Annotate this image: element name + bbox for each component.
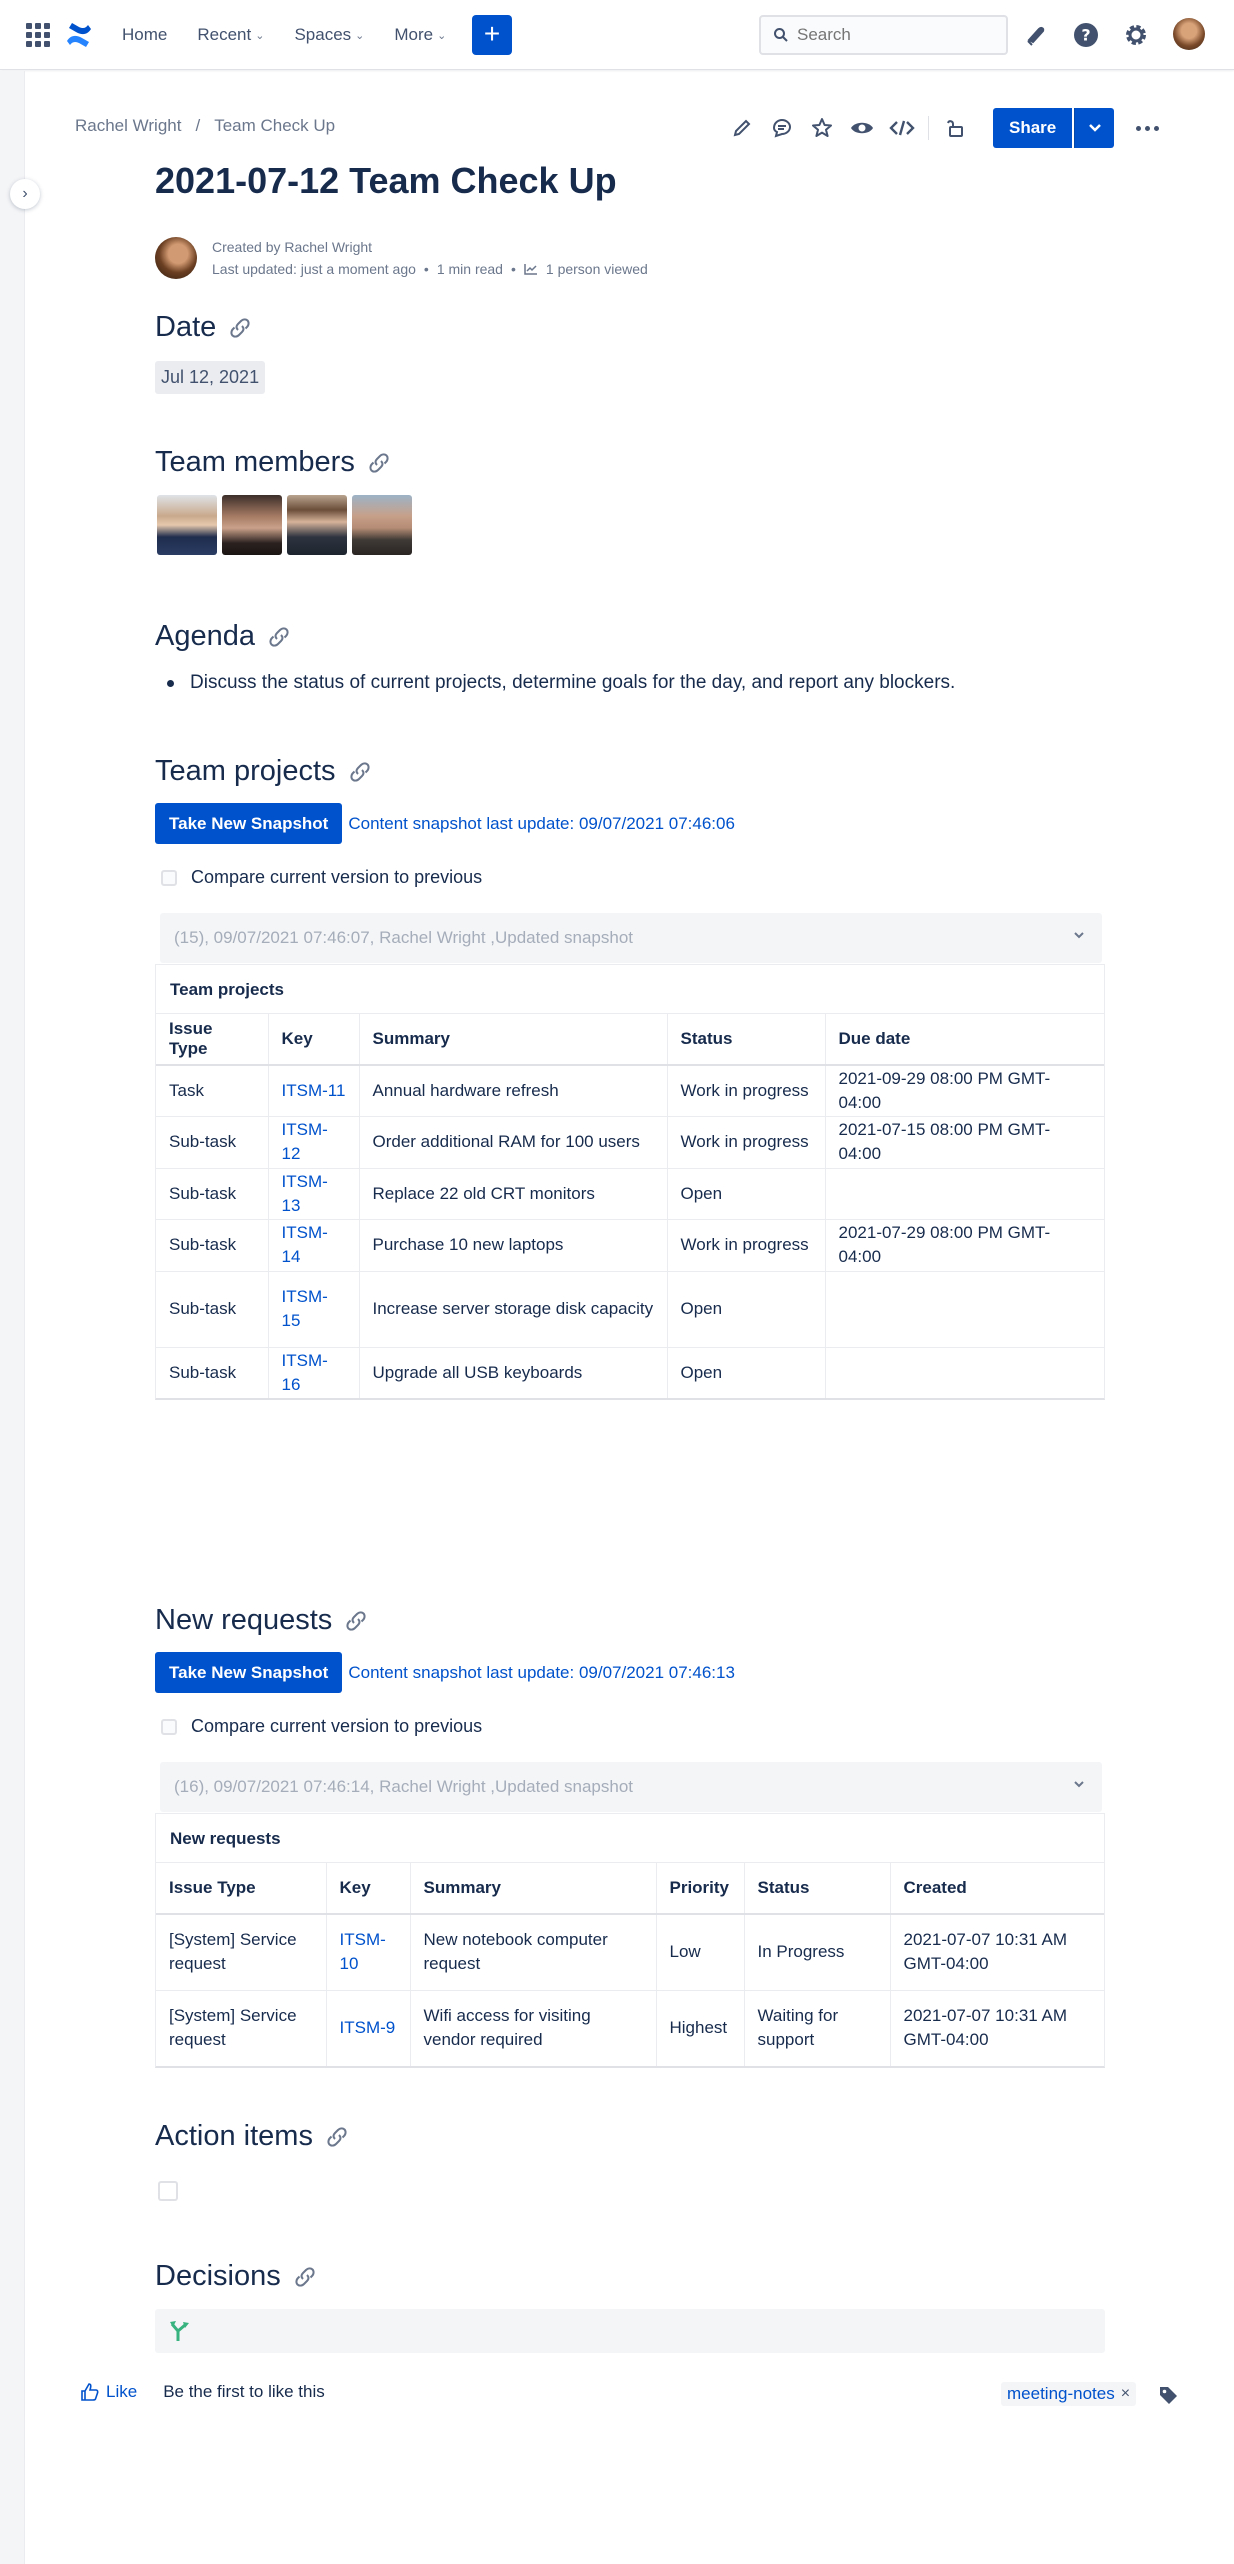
- table-row: [156, 1271, 1104, 1347]
- summary-cell: New notebook computer request: [410, 1914, 656, 1990]
- column-header[interactable]: Due date: [825, 1014, 1104, 1065]
- nav-recent[interactable]: [197, 25, 264, 45]
- chevron-down-icon: [1072, 1779, 1086, 1789]
- nav-more[interactable]: [394, 25, 446, 45]
- link-icon[interactable]: [293, 2265, 317, 2289]
- column-header[interactable]: Status: [744, 1863, 890, 1914]
- summary-cell: Annual hardware refresh: [359, 1065, 667, 1116]
- summary-cell: Order additional RAM for 100 users: [359, 1116, 667, 1168]
- link-icon[interactable]: [344, 1609, 368, 1633]
- due-date-cell: [825, 1168, 1104, 1219]
- user-avatar[interactable]: [1173, 18, 1205, 50]
- settings-gear-icon[interactable]: [1121, 20, 1151, 50]
- take-snapshot-button[interactable]: Take New Snapshot: [155, 803, 342, 844]
- nav-home-label: Home: [122, 25, 168, 44]
- main-nav: [122, 0, 446, 70]
- create-button[interactable]: +: [472, 15, 512, 55]
- created-by[interactable]: Created by Rachel Wright: [212, 239, 373, 255]
- comment-icon[interactable]: [762, 108, 802, 148]
- member-avatar[interactable]: [222, 495, 282, 555]
- author-avatar[interactable]: [155, 237, 197, 279]
- svg-text:?: ?: [1081, 25, 1091, 45]
- summary-cell: Purchase 10 new laptops: [359, 1219, 667, 1271]
- snapshot-row: [155, 803, 735, 844]
- search-box[interactable]: [759, 15, 1008, 55]
- date-heading: [155, 311, 252, 344]
- column-header[interactable]: Issue Type: [156, 1014, 268, 1065]
- team-projects-table: [155, 964, 1105, 1400]
- member-avatar[interactable]: [157, 495, 217, 555]
- link-icon[interactable]: [348, 760, 372, 784]
- team-projects-heading: [155, 755, 372, 788]
- confluence-logo-icon[interactable]: [64, 20, 94, 50]
- summary-cell: Increase server storage disk capacity: [359, 1271, 667, 1347]
- agenda-item-text: Discuss the status of current projects, determine goals for the day, and report any blockers.: [190, 672, 956, 693]
- table-row: [156, 1990, 1104, 2066]
- issue-type-cell: Sub-task: [156, 1347, 268, 1398]
- issue-key-link[interactable]: ITSM-11: [268, 1065, 359, 1116]
- date-lozenge[interactable]: Jul 12, 2021: [155, 361, 265, 394]
- status-cell: Open: [667, 1168, 825, 1219]
- share-button[interactable]: Share: [993, 108, 1072, 148]
- summary-cell: Upgrade all USB keyboards: [359, 1347, 667, 1398]
- column-header[interactable]: Summary: [410, 1863, 656, 1914]
- issue-key-link[interactable]: ITSM-9: [326, 1990, 410, 2066]
- priority-cell: Low: [656, 1914, 744, 1990]
- agenda-heading-text: Agenda: [155, 620, 255, 652]
- version-select-value: (15), 09/07/2021 07:46:07, Rachel Wright ,Updated snapshot: [174, 928, 633, 947]
- breadcrumb: [75, 116, 335, 136]
- version-select-value: (16), 09/07/2021 07:46:14, Rachel Wright ,Updated snapshot: [174, 1777, 633, 1796]
- compare-versions-row: [161, 867, 482, 888]
- search-input[interactable]: [797, 25, 987, 45]
- nav-more-label: More: [394, 25, 434, 44]
- issue-key-link[interactable]: ITSM-15: [268, 1271, 359, 1347]
- column-header[interactable]: Priority: [656, 1863, 744, 1914]
- status-cell: Work in progress: [667, 1219, 825, 1271]
- read-time: 1 min read: [436, 261, 503, 277]
- chevron-down-icon: ⌄: [255, 29, 265, 42]
- status-cell: Open: [667, 1347, 825, 1398]
- issue-key-link[interactable]: ITSM-12: [268, 1116, 359, 1168]
- more-icon[interactable]: [1136, 126, 1159, 131]
- decision-item[interactable]: [155, 2309, 1105, 2353]
- byline: [155, 236, 648, 280]
- issue-type-cell: Sub-task: [156, 1219, 268, 1271]
- action-item-checkbox[interactable]: [158, 2181, 178, 2201]
- created-cell: 2021-07-07 10:31 AM GMT-04:00: [890, 1914, 1104, 1990]
- analytics-icon: [524, 263, 538, 275]
- issue-type-cell: Sub-task: [156, 1116, 268, 1168]
- table-row: [156, 1065, 1104, 1116]
- issue-key-link[interactable]: ITSM-16: [268, 1347, 359, 1398]
- due-date-cell: 2021-07-15 08:00 PM GMT-04:00: [825, 1116, 1104, 1168]
- new-requests-heading: [155, 1604, 368, 1637]
- status-cell: Work in progress: [667, 1065, 825, 1116]
- due-date-cell: [825, 1271, 1104, 1347]
- pencil-icon[interactable]: [722, 108, 762, 148]
- table-title: Team projects: [156, 965, 1104, 1014]
- created-cell: 2021-07-07 10:31 AM GMT-04:00: [903, 2006, 1068, 2050]
- expand-sidebar-button[interactable]: ›: [10, 179, 40, 209]
- compare-label: Compare current version to previous: [191, 867, 483, 887]
- label-meeting-notes[interactable]: [1001, 2382, 1136, 2406]
- issue-key-link[interactable]: ITSM-10: [326, 1914, 410, 1990]
- chevron-down-icon: [1072, 930, 1086, 940]
- link-icon[interactable]: [228, 316, 252, 340]
- compare-checkbox[interactable]: [161, 870, 177, 886]
- like-section: [80, 2382, 325, 2402]
- action-items-heading-text: Action items: [155, 2120, 313, 2152]
- remove-label-icon[interactable]: ×: [1120, 2385, 1131, 2402]
- table-row: [156, 1914, 1104, 1990]
- chevron-down-icon: [1088, 123, 1102, 133]
- like-status-text: Be the first to like this: [163, 2382, 325, 2401]
- nav-spaces-label: Spaces: [294, 25, 352, 44]
- issue-type-cell: Sub-task: [156, 1168, 268, 1219]
- app-switcher-icon[interactable]: [26, 23, 50, 47]
- nav-home[interactable]: [122, 25, 167, 45]
- compare-checkbox[interactable]: [161, 1719, 177, 1735]
- table-row: [156, 1116, 1104, 1168]
- embed-icon[interactable]: [882, 108, 922, 148]
- breadcrumb-page[interactable]: Team Check Up: [214, 116, 336, 135]
- nav-spaces[interactable]: [294, 25, 364, 45]
- add-label-tag-icon[interactable]: [1157, 2384, 1179, 2406]
- compare-versions-row: [161, 1716, 482, 1737]
- issue-type-cell: Task: [156, 1065, 268, 1116]
- link-icon[interactable]: [267, 625, 291, 649]
- issue-type-cell: Sub-task: [156, 1271, 268, 1347]
- member-avatar[interactable]: [352, 495, 412, 555]
- status-cell: Waiting for support: [744, 1990, 890, 2066]
- table-title: New requests: [156, 1814, 1104, 1863]
- action-items-heading: [155, 2120, 349, 2153]
- table-row: [156, 1219, 1104, 1271]
- view-count[interactable]: 1 person viewed: [545, 261, 648, 277]
- sidebar-collapsed: [0, 71, 25, 2564]
- issue-key-link[interactable]: ITSM-13: [268, 1168, 359, 1219]
- compare-label: Compare current version to previous: [191, 1716, 483, 1736]
- decisions-heading: [155, 2260, 317, 2293]
- watch-icon[interactable]: [842, 108, 882, 148]
- new-requests-table: [155, 1813, 1105, 2068]
- team-projects-heading-text: Team projects: [155, 755, 336, 787]
- table-row: [156, 1168, 1104, 1219]
- search-icon: [773, 27, 789, 43]
- link-icon[interactable]: [367, 451, 391, 475]
- priority-cell: Highest: [656, 1990, 744, 2066]
- top-navigation-bar: [0, 0, 1234, 70]
- column-header[interactable]: Status: [667, 1014, 825, 1065]
- breadcrumb-separator: /: [195, 116, 201, 135]
- last-updated[interactable]: Last updated: just a moment ago: [212, 261, 416, 277]
- take-snapshot-button[interactable]: Take New Snapshot: [155, 1652, 342, 1693]
- chevron-down-icon: ⌄: [355, 29, 365, 42]
- team-members-heading-text: Team members: [155, 446, 355, 478]
- issue-type-cell: [System] Service request: [156, 1990, 326, 2066]
- snapshot-row: [155, 1652, 735, 1693]
- like-button[interactable]: [80, 2382, 137, 2402]
- page-title: 2021-07-12 Team Check Up: [155, 160, 617, 201]
- nav-recent-label: Recent: [197, 25, 252, 44]
- chevron-down-icon: ⌄: [437, 29, 447, 42]
- summary-cell: Wifi access for visiting vendor required: [410, 1990, 656, 2066]
- column-header[interactable]: Key: [326, 1863, 410, 1914]
- link-icon[interactable]: [325, 2125, 349, 2149]
- table-row: [156, 1347, 1104, 1398]
- label-text[interactable]: meeting-notes: [1007, 2384, 1115, 2403]
- new-requests-heading-text: New requests: [155, 1604, 333, 1636]
- snapshot-version-select[interactable]: [160, 913, 1102, 963]
- due-date-cell: 2021-07-29 08:00 PM GMT-04:00: [825, 1219, 1104, 1271]
- status-cell: In Progress: [744, 1914, 890, 1990]
- due-date-cell: [825, 1347, 1104, 1398]
- notifications-icon[interactable]: [1021, 20, 1051, 50]
- team-members-list: [157, 495, 412, 555]
- thumbs-up-icon: [80, 2382, 100, 2402]
- snapshot-last-update-link[interactable]: Content snapshot last update: 09/07/2021 07:46:13: [348, 1662, 735, 1682]
- team-members-heading: [155, 446, 391, 479]
- member-avatar[interactable]: [287, 495, 347, 555]
- decision-icon: [169, 2319, 191, 2343]
- dot-separator: •: [510, 261, 516, 277]
- page-actions: [722, 108, 1159, 148]
- restrictions-unlocked-icon[interactable]: [935, 108, 975, 148]
- column-header[interactable]: Summary: [359, 1014, 667, 1065]
- snapshot-last-update-link[interactable]: Content snapshot last update: 09/07/2021 07:46:06: [348, 813, 735, 833]
- column-header[interactable]: Created: [890, 1863, 1104, 1914]
- dot-separator: •: [423, 261, 429, 277]
- bullet: [167, 680, 174, 687]
- summary-cell: Replace 22 old CRT monitors: [359, 1168, 667, 1219]
- column-header[interactable]: Issue Type: [156, 1863, 326, 1914]
- agenda-list-item: [167, 672, 955, 694]
- column-header[interactable]: Key: [268, 1014, 359, 1065]
- snapshot-version-select[interactable]: [160, 1762, 1102, 1812]
- divider: [928, 116, 929, 140]
- issue-key-link[interactable]: ITSM-14: [268, 1219, 359, 1271]
- share-options-button[interactable]: [1074, 108, 1114, 148]
- decisions-heading-text: Decisions: [155, 2260, 281, 2292]
- star-icon[interactable]: [802, 108, 842, 148]
- agenda-heading: [155, 620, 291, 653]
- help-icon[interactable]: [1071, 20, 1101, 50]
- date-heading-text: Date: [155, 311, 217, 343]
- like-label: Like: [106, 2382, 138, 2401]
- status-cell: Open: [667, 1271, 825, 1347]
- due-date-cell: 2021-09-29 08:00 PM GMT-04:00: [825, 1065, 1104, 1116]
- breadcrumb-space[interactable]: Rachel Wright: [75, 116, 182, 135]
- issue-type-cell: [System] Service request: [156, 1914, 326, 1990]
- status-cell: Work in progress: [667, 1116, 825, 1168]
